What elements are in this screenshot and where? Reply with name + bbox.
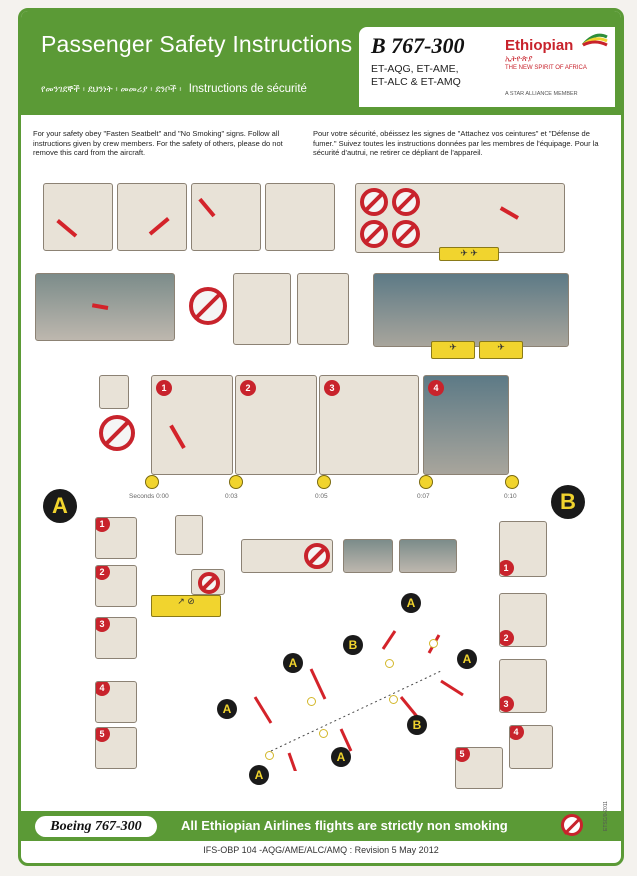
red-arrow-icon — [441, 681, 463, 695]
subtitle-french: Instructions de sécurité — [188, 83, 307, 95]
no-luggage-icon — [304, 543, 330, 569]
exit-b-step-4-number: 4 — [509, 725, 524, 740]
red-arrow-icon — [149, 217, 170, 235]
ethiopian-logo — [505, 37, 611, 71]
footer-model-badge: Boeing 767-300 — [35, 816, 157, 837]
oxygen-step-4-illustration — [423, 375, 509, 475]
time-label-4: 0:10 — [504, 493, 517, 500]
subtitle-amharic: የመንገደኞች ፡ ደህንነት ፡ መመሪያ ፡ ደንቦች ፡ — [41, 85, 182, 95]
exit-a-marker: A — [401, 593, 421, 613]
oxygen-step-1-illustration — [151, 375, 233, 475]
exit-b-step-3-number: 3 — [499, 696, 514, 712]
airline-name: Ethiopian — [505, 37, 574, 54]
seatbelt-step-3-illustration — [191, 183, 261, 251]
exit-b-step-5-number: 5 — [455, 747, 470, 762]
exit-a-marker: A — [249, 765, 269, 785]
emergency-lighting-illustration — [343, 539, 393, 573]
red-arrow-icon — [56, 219, 77, 237]
no-heels-no-luggage-illustration — [241, 539, 333, 573]
oxygen-step-2-number: 2 — [240, 380, 256, 396]
timer-icon — [145, 475, 159, 489]
exit-b-step-2-illustration — [499, 593, 547, 647]
aircraft-registrations: ET-AQG, ET-AME, ET-ALC & ET-AMQ — [371, 63, 461, 88]
exit-door-marker — [429, 639, 438, 648]
no-luggage-exit-illustration — [191, 569, 225, 595]
exit-a-step-1-illustration — [95, 517, 137, 559]
exit-door-marker — [319, 729, 328, 738]
exit-a-step-2-illustration — [95, 565, 137, 607]
overhead-bin-illustration — [35, 273, 175, 341]
no-laptop-icon — [392, 188, 420, 216]
exit-a-step-1-number: 1 — [95, 517, 110, 532]
exit-door-marker — [265, 751, 274, 760]
time-label-0 — [129, 493, 169, 500]
lavatory-no-smoking-illustration — [297, 273, 349, 345]
subtitle-line — [41, 83, 307, 95]
red-arrow-icon — [289, 753, 301, 771]
exit-a-step-5-illustration — [95, 727, 137, 769]
exit-door-marker — [307, 697, 316, 706]
oxygen-step-3-number: 3 — [324, 380, 340, 396]
takeoff-landing-icon: ✈ ✈ — [439, 247, 499, 261]
oxygen-mask-indicator-illustration — [99, 375, 129, 409]
flag-stripes-icon — [581, 33, 609, 47]
aircraft-info-box — [359, 27, 615, 107]
time-label-3: 0:07 — [417, 493, 430, 500]
exit-b-step-4-illustration — [509, 725, 553, 769]
red-arrow-icon — [198, 198, 215, 217]
exit-side-b-badge: B — [551, 485, 585, 519]
blank-placeholder-panel — [175, 515, 203, 555]
evacuation-slide-illustration — [399, 539, 457, 573]
exit-a-step-5-number: 5 — [95, 727, 110, 742]
electronics-seatback-illustration — [355, 183, 565, 253]
red-arrow-icon — [500, 206, 519, 219]
brace-aft-icon: ✈ — [479, 341, 523, 359]
cabin-centerline — [271, 671, 441, 751]
red-arrow-icon — [255, 697, 271, 723]
no-smoking-icon — [561, 814, 583, 836]
no-music-player-icon — [360, 220, 388, 248]
time-label-value: 0:00 — [156, 493, 169, 500]
brace-position-illustration — [373, 273, 569, 347]
no-baggage-icon — [198, 572, 220, 594]
time-label-2: 0:05 — [315, 493, 328, 500]
intro-english: For your safety obey "Fasten Seatbelt" and "No Smoking" signs. Follow all instructions given by crew members. For the safety of others, please do not remove this card from the aircraft. — [33, 129, 283, 157]
exit-a-marker: A — [331, 747, 351, 767]
timer-icon — [229, 475, 243, 489]
time-label-1: 0:03 — [225, 493, 238, 500]
oxygen-step-3-illustration — [319, 375, 419, 475]
footer-banner — [21, 811, 621, 841]
document-side-code: ETSC/0-2011 — [603, 801, 609, 831]
header-banner — [21, 11, 621, 115]
oxygen-step-2-illustration — [235, 375, 317, 475]
exit-b-marker: B — [343, 635, 363, 655]
card-title: Passenger Safety Instructions — [41, 31, 353, 57]
aircraft-model: B 767-300 — [371, 33, 465, 58]
time-label-prefix: Seconds — [129, 493, 155, 500]
airline-name-amharic: ኢትዮጵያ — [505, 54, 533, 63]
timer-icon — [317, 475, 331, 489]
seatbelt-step-2-illustration — [117, 183, 187, 251]
revision-info: IFS-OBP 104 -AQG/AME/ALC/AMQ : Revision 5 May 2012 — [203, 845, 439, 855]
no-smoking-oxygen-icon — [99, 415, 135, 451]
exit-a-marker: A — [217, 699, 237, 719]
exit-b-step-1-number: 1 — [499, 560, 514, 576]
exit-b-step-3-illustration — [499, 659, 547, 713]
exit-a-step-4-illustration — [95, 681, 137, 723]
star-alliance-text: A STAR ALLIANCE MEMBER — [505, 91, 578, 97]
intro-french: Pour votre sécurité, obéissez les signes de "Attachez vos ceintures" et "Défense de fumer." Suivez toutes les instructions données par les membres de l'équipage. Pour la sécurité d'autrui, ne retirer ce dépliant de l'appareil. — [313, 129, 599, 157]
non-smoking-notice: All Ethiopian Airlines flights are strictly non smoking — [181, 818, 508, 833]
timer-icon — [419, 475, 433, 489]
red-arrow-icon — [92, 303, 108, 310]
exit-a-step-4-number: 4 — [95, 681, 110, 696]
exit-a-step-3-illustration — [95, 617, 137, 659]
no-smoking-icon — [189, 287, 227, 325]
safety-card — [18, 8, 624, 866]
red-arrow-icon — [169, 424, 185, 449]
exit-b-marker: B — [407, 715, 427, 735]
timer-icon — [505, 475, 519, 489]
exit-a-marker: A — [457, 649, 477, 669]
exit-a-step-2-number: 2 — [95, 565, 110, 580]
slide-raft-icon: ↗ ⊘ — [151, 595, 221, 617]
exit-b-step-1-illustration — [499, 521, 547, 577]
exit-a-marker: A — [283, 653, 303, 673]
no-phone-icon — [360, 188, 388, 216]
exit-door-marker — [389, 695, 398, 704]
exit-a-step-3-number: 3 — [95, 617, 110, 632]
exit-b-step-2-number: 2 — [499, 630, 514, 646]
no-game-device-icon — [392, 220, 420, 248]
airline-tagline: THE NEW SPIRIT OF AFRICA — [505, 65, 587, 71]
exit-door-marker — [385, 659, 394, 668]
seatbelt-step-4-illustration — [265, 183, 335, 251]
seatbelt-step-1-illustration — [43, 183, 113, 251]
oxygen-step-4-number: 4 — [428, 380, 444, 396]
cabin-exit-map — [241, 611, 481, 771]
lavatory-smoke-detector-illustration — [233, 273, 291, 345]
exit-side-a-badge: A — [43, 489, 77, 523]
brace-forward-icon: ✈ — [431, 341, 475, 359]
red-arrow-icon — [383, 631, 395, 649]
oxygen-step-1-number: 1 — [156, 380, 172, 396]
red-arrow-icon — [311, 669, 325, 699]
